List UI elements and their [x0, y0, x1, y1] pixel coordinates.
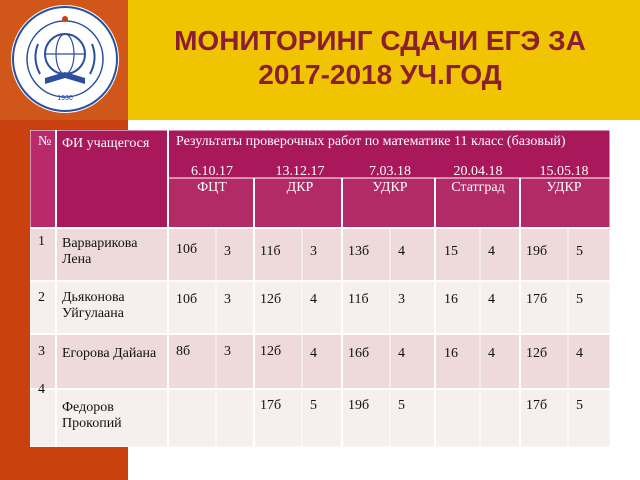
header-num: № — [38, 134, 52, 149]
row-1-grade-2: 3 — [310, 244, 317, 259]
test-2-date: 13.12.17 — [275, 164, 325, 179]
test-1-date: 6.10.17 — [191, 164, 233, 179]
test-5-date: 15.05.18 — [539, 164, 589, 179]
row-3-score-3: 16б — [348, 346, 370, 361]
row-2-name: Дьяконова Уйгулаана — [62, 290, 125, 321]
header-results: Результаты проверочных работ по математике 11 класс (базовый) — [176, 134, 566, 149]
row-1-grade-4: 4 — [488, 244, 495, 259]
row-1-grade-3: 4 — [398, 244, 405, 259]
test-2-type: ДКР — [286, 180, 314, 195]
test-1-type: ФЦТ — [197, 180, 227, 195]
row-3-grade-5: 4 — [576, 346, 583, 361]
row-4-score-3: 19б — [348, 398, 370, 413]
row-2-score-1: 10б — [176, 292, 198, 307]
row-3-grade-3: 4 — [398, 346, 405, 361]
row-4-score-5: 17б — [526, 398, 548, 413]
svg-text:1930: 1930 — [57, 95, 73, 102]
row-3-grade-2: 4 — [310, 346, 317, 361]
row-2-score-3: 11б — [348, 292, 369, 307]
test-3-date: 7.03.18 — [369, 164, 411, 179]
row-4-grade-2: 5 — [310, 398, 317, 413]
row-1-num: 1 — [38, 234, 45, 249]
row-3-score-2: 12б — [260, 344, 282, 359]
row-2-num: 2 — [38, 290, 45, 305]
row-4-name: Федоров Прокопий — [62, 400, 122, 431]
test-4-type: Статград — [451, 180, 505, 195]
row-1-score-5: 19б — [526, 244, 548, 259]
row-3-num: 3 — [38, 344, 45, 359]
row-4-score-2: 17б — [260, 398, 282, 413]
row-3-grade-4: 4 — [488, 346, 495, 361]
row-1-score-1: 10б — [176, 242, 198, 257]
row-1-grade-5: 5 — [576, 244, 583, 259]
row-2-grade-1: 3 — [224, 292, 231, 307]
row-2-grade-5: 5 — [576, 292, 583, 307]
test-5-type: УДКР — [546, 180, 582, 195]
row-2-grade-4: 4 — [488, 292, 495, 307]
row-2-grade-3: 3 — [398, 292, 405, 307]
row-4-grade-5: 5 — [576, 398, 583, 413]
slide-title: МОНИТОРИНГ СДАЧИ ЕГЭ ЗА 2017-2018 УЧ.ГОД — [174, 25, 586, 90]
school-emblem-logo — [10, 4, 120, 114]
header-name: ФИ учащегося — [62, 136, 150, 151]
test-3-type: УДКР — [372, 180, 408, 195]
row-1-score-3: 13б — [348, 244, 370, 259]
row-2-score-2: 12б — [260, 292, 282, 307]
row-2-score-5: 17б — [526, 292, 548, 307]
row-1-score-2: 11б — [260, 244, 281, 259]
row-4-grade-3: 5 — [398, 398, 405, 413]
row-1-grade-1: 3 — [224, 244, 231, 259]
test-4-date: 20.04.18 — [453, 164, 503, 179]
row-3-name: Егорова Дайана — [62, 346, 157, 361]
results-table — [30, 130, 610, 447]
row-4-num: 4 — [38, 382, 45, 397]
row-1-score-4: 15 — [444, 244, 458, 259]
row-3-score-5: 12б — [526, 346, 548, 361]
row-2-score-4: 16 — [444, 292, 458, 307]
row-3-score-1: 8б — [176, 344, 191, 359]
row-3-score-4: 16 — [444, 346, 458, 361]
row-2-grade-2: 4 — [310, 292, 317, 307]
row-1-name: Варварикова Лена — [62, 236, 138, 267]
row-3-grade-1: 3 — [224, 344, 231, 359]
